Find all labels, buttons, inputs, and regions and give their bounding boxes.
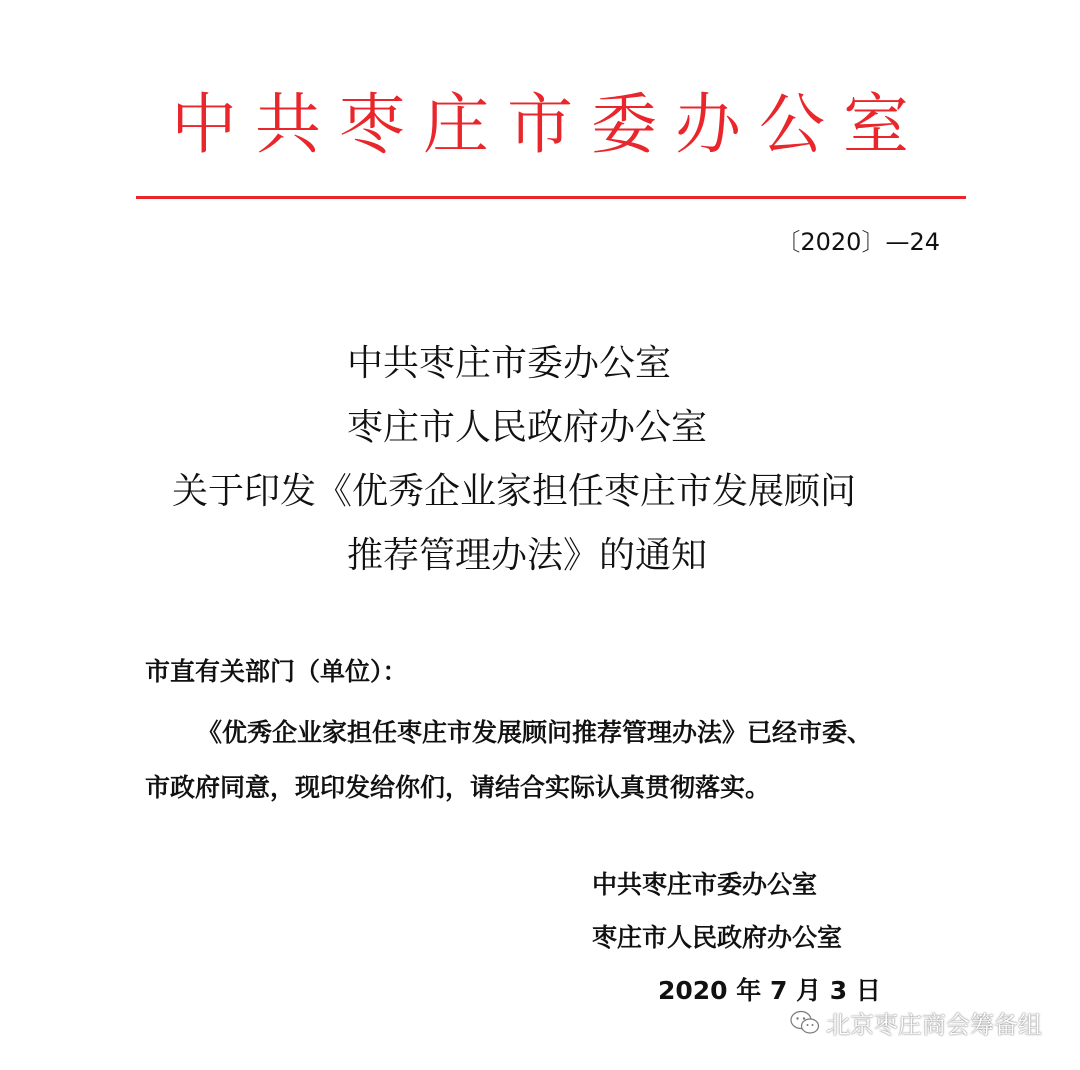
title-line-4: 推荐管理办法》的通知 [347, 535, 708, 576]
watermark-text: 北京枣庄商会筹备组 [826, 1011, 1042, 1039]
letterhead-title: 中共枣庄市委办公室 [171, 86, 927, 163]
body-paragraph [145, 705, 945, 815]
body-line-2: 市政府同意，现印发给你们，请结合实际认真贯彻落实。 [145, 773, 771, 802]
document-number: 〔2020〕—24 [776, 228, 940, 256]
signature-org-1: 中共枣庄市委办公室 [592, 870, 818, 899]
body-line-1: 《优秀企业家担任枣庄市发展顾问推荐管理办法》已经市委、 [197, 718, 873, 747]
letterhead-red-rule [136, 196, 966, 199]
notice-title [0, 332, 1080, 588]
watermark [790, 1005, 1042, 1040]
title-line-1: 中共枣庄市委办公室 [347, 343, 672, 384]
signature-date: 2020 年 7 月 3 日 [658, 976, 881, 1005]
signature-block [592, 858, 881, 1017]
wechat-icon [790, 1010, 820, 1036]
title-line-3: 关于印发《优秀企业家担任枣庄市发展顾问 [172, 471, 857, 512]
title-line-2: 枣庄市人民政府办公室 [347, 407, 708, 448]
addressee: 市直有关部门（单位）： [145, 657, 408, 686]
signature-org-2: 枣庄市人民政府办公室 [592, 923, 843, 952]
